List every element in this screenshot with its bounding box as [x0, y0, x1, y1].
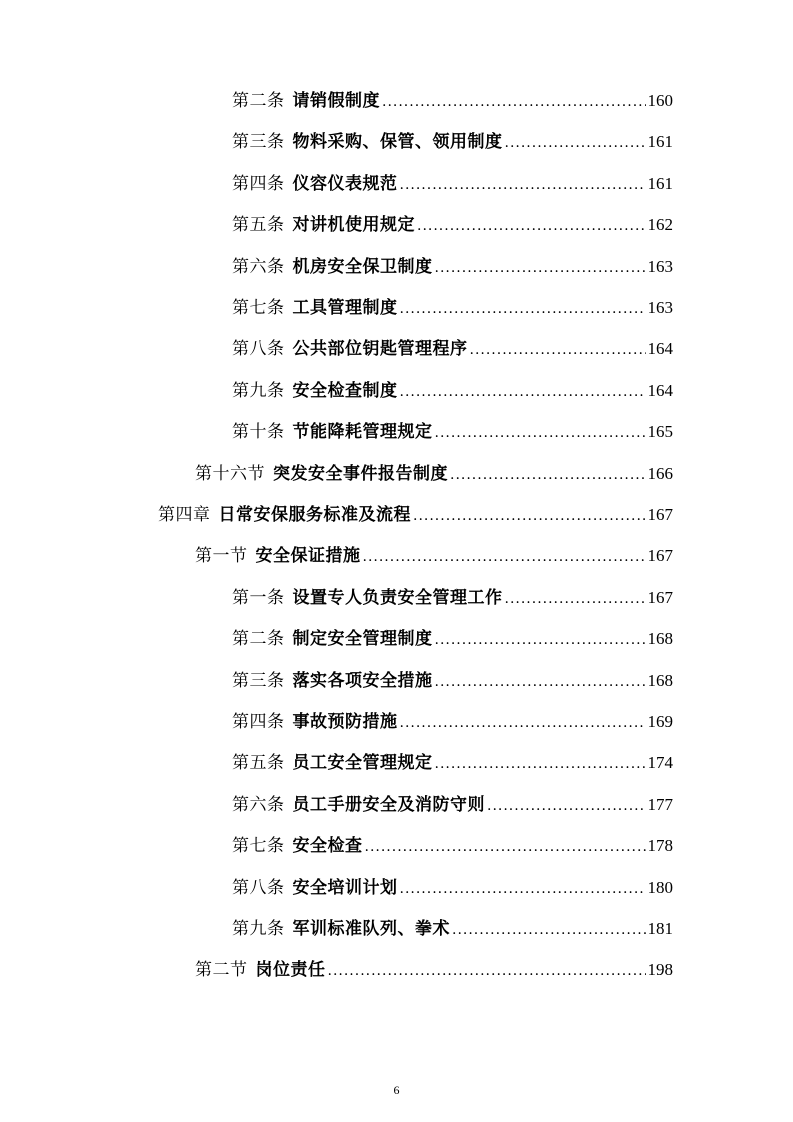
toc-entry[interactable]	[232, 213, 673, 237]
toc-entry[interactable]	[232, 669, 673, 693]
toc-entry-page: 177	[647, 794, 673, 814]
dot-leader	[400, 380, 646, 404]
dot-leader	[382, 90, 646, 114]
toc-entry[interactable]	[232, 255, 673, 279]
toc-entry-number: 第三条	[232, 132, 285, 153]
dot-leader	[417, 214, 646, 238]
toc-entry[interactable]	[232, 917, 673, 941]
toc-entry-title: 请销假制度	[292, 91, 380, 111]
toc-entry-title: 安全培训计划	[292, 877, 398, 898]
toc-entry[interactable]	[195, 958, 673, 982]
toc-entry-page: 164	[647, 380, 673, 400]
toc-entry-page: 161	[647, 132, 673, 152]
toc-entry[interactable]	[232, 834, 673, 858]
dot-leader	[435, 628, 646, 652]
toc-entry[interactable]	[232, 420, 673, 444]
toc-entry[interactable]	[232, 710, 673, 734]
toc-entry-title: 节能降耗管理规定	[292, 422, 433, 443]
toc-entry-number: 第七条	[232, 836, 285, 857]
toc-entry-number: 第七条	[232, 298, 285, 318]
toc-entry-page: 174	[647, 753, 673, 773]
toc-entry-title: 突发安全事件报告制度	[273, 463, 448, 484]
toc-entry[interactable]	[232, 172, 673, 196]
toc-entry-number: 第二节	[195, 960, 248, 981]
dot-leader	[450, 463, 646, 487]
toc-entry-title: 制定安全管理制度	[292, 629, 433, 650]
toc-entry-number: 第五条	[232, 753, 285, 774]
dot-leader	[487, 794, 646, 818]
toc-entry[interactable]	[232, 130, 673, 154]
toc-entry[interactable]	[232, 793, 673, 817]
toc-entry-title: 物料采购、保管、领用制度	[292, 132, 503, 153]
toc-entry-number: 第四条	[232, 173, 285, 194]
dot-leader	[328, 959, 646, 983]
dot-leader	[413, 504, 646, 528]
dot-leader	[435, 670, 646, 694]
toc-entry-title: 日常安保服务标准及流程	[218, 505, 411, 525]
toc-entry-number: 第二条	[232, 629, 285, 650]
toc-entry-title: 员工安全管理规定	[292, 753, 433, 774]
toc-entry-number: 第六条	[232, 256, 285, 277]
toc-entry-title: 落实各项安全措施	[292, 670, 433, 691]
dot-leader	[470, 338, 646, 362]
dot-leader	[363, 545, 646, 569]
toc-entry-number: 第一条	[232, 587, 285, 608]
dot-leader	[505, 587, 646, 611]
toc-entry-number: 第五条	[232, 215, 285, 236]
toc-entry-title: 安全保证措施	[255, 546, 361, 567]
toc-entry[interactable]	[232, 379, 673, 403]
dot-leader	[452, 918, 646, 942]
toc-entry-page: 181	[647, 919, 673, 938]
dot-leader	[400, 173, 646, 197]
toc-entry-title: 工具管理制度	[292, 298, 398, 318]
toc-entry-number: 第六条	[232, 794, 285, 815]
toc-entry-page: 165	[647, 422, 673, 442]
toc-entry-title: 对讲机使用规定	[292, 215, 415, 236]
toc-entry-page: 164	[647, 339, 673, 359]
toc-entry[interactable]	[232, 337, 673, 361]
toc-entry-page: 160	[647, 91, 673, 110]
toc-entry-title: 公共部位钥匙管理程序	[292, 339, 468, 360]
toc-entry-page: 168	[647, 670, 673, 690]
toc-entry[interactable]	[195, 462, 673, 486]
toc-entry-title: 仪容仪表规范	[292, 173, 398, 194]
toc-entry-title: 事故预防措施	[292, 712, 398, 732]
toc-entry[interactable]	[232, 876, 673, 900]
toc-entry-number: 第九条	[232, 380, 285, 401]
toc-entry-page: 161	[647, 173, 673, 193]
dot-leader	[505, 131, 646, 155]
dot-leader	[365, 835, 646, 859]
toc-entry-title: 岗位责任	[255, 960, 326, 981]
dot-leader	[400, 877, 646, 901]
toc-entry-number: 第二条	[232, 91, 285, 111]
toc-entry-title: 安全检查	[292, 836, 363, 857]
toc-entry-number: 第一节	[195, 546, 248, 567]
page-number: 6	[393, 1083, 400, 1097]
toc-entry[interactable]	[232, 627, 673, 651]
toc-entry-number: 第八条	[232, 877, 285, 898]
toc-entry-page: 166	[647, 463, 673, 483]
toc-entry-page: 167	[647, 546, 673, 566]
toc-entry-number: 第十六节	[195, 463, 265, 484]
toc-entry-page: 198	[647, 960, 673, 980]
toc-entry-page: 167	[647, 505, 673, 524]
toc-entry[interactable]	[232, 751, 673, 775]
toc-entry-page: 162	[647, 215, 673, 235]
toc-entry[interactable]	[232, 296, 673, 320]
dot-leader	[400, 711, 646, 735]
toc-entry-page: 168	[647, 629, 673, 649]
toc-entry-title: 员工手册安全及消防守则	[292, 794, 485, 815]
toc-entry-number: 第四条	[232, 712, 285, 732]
toc-entry-page: 163	[647, 298, 673, 317]
dot-leader	[400, 297, 646, 321]
toc-entry-page: 169	[647, 712, 673, 731]
dot-leader	[435, 752, 646, 776]
toc-entry-page: 178	[647, 836, 673, 856]
toc-entry[interactable]	[232, 586, 673, 610]
toc-entry-page: 167	[647, 587, 673, 607]
dot-leader	[435, 256, 646, 280]
dot-leader	[435, 421, 646, 445]
toc-entry-title: 机房安全保卫制度	[292, 256, 433, 277]
toc-entry[interactable]	[158, 503, 673, 527]
toc-entry-number: 第三条	[232, 670, 285, 691]
toc-entry-number: 第四章	[158, 505, 211, 525]
toc-entry-title: 设置专人负责安全管理工作	[292, 587, 503, 608]
toc-entry-title: 军训标准队列、拳术	[292, 919, 450, 939]
toc-entry[interactable]	[195, 544, 673, 568]
toc-entry-number: 第九条	[232, 919, 285, 939]
toc-entry[interactable]	[232, 89, 673, 113]
toc-entry-title: 安全检查制度	[292, 380, 398, 401]
toc-entry-page: 180	[647, 877, 673, 897]
toc-entry-number: 第八条	[232, 339, 285, 360]
toc-entry-page: 163	[647, 256, 673, 276]
toc-entry-number: 第十条	[232, 422, 285, 443]
